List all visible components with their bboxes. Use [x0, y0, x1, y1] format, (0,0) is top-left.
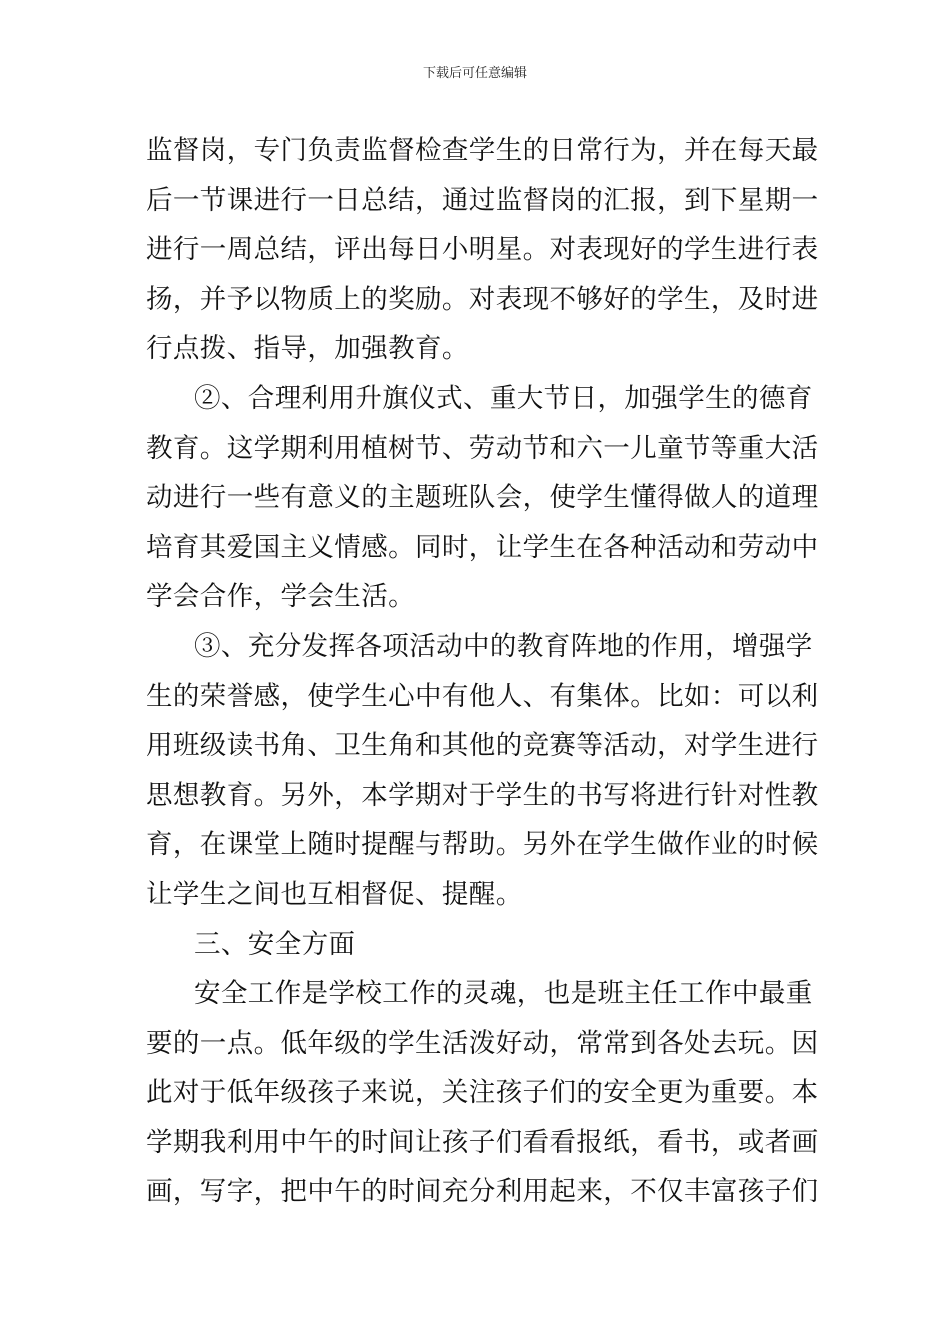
- text-line: 教育。这学期利用植树节、劳动节和六一儿童节等重大活: [146, 432, 819, 464]
- page-header: 下载后可任意编辑: [422, 66, 527, 81]
- text-line: ②、合理利用升旗仪式、重大节日，加强学生的德育: [194, 382, 813, 414]
- text-line: 要的一点。低年级的学生活泼好动，常常到各处去玩。因: [146, 1027, 819, 1059]
- text-line: 此对于低年级孩子来说，关注孩子们的安全更为重要。本: [146, 1077, 819, 1109]
- section-heading: 三、安全方面: [194, 928, 356, 960]
- text-line: 用班级读书角、卫生角和其他的竞赛等活动，对学生进行: [146, 730, 819, 762]
- paragraph-monitor-post: [146, 126, 819, 374]
- text-line: 让学生之间也互相督促、提醒。: [146, 878, 523, 910]
- text-line: 后一节课进行一日总结，通过监督岗的汇报，到下星期一: [146, 184, 819, 216]
- text-line: 思想教育。另外，本学期对于学生的书写将进行针对性教: [146, 779, 819, 811]
- text-line: 育，在课堂上随时提醒与帮助。另外在学生做作业的时候: [146, 829, 819, 861]
- text-line: 监督岗，专门负责监督检查学生的日常行为，并在每天最: [146, 135, 819, 166]
- paragraph-flag-ceremony: [146, 374, 819, 622]
- text-line: 扬，并予以物质上的奖励。对表现不够好的学生，及时进: [146, 283, 819, 315]
- text-line: 进行一周总结，评出每日小明星。对表现好的学生进行表: [146, 234, 819, 266]
- text-line: 安全工作是学校工作的灵魂，也是班主任工作中最重: [194, 978, 813, 1010]
- text-line: 行点拨、指导，加强教育。: [146, 333, 469, 365]
- text-line: ③、充分发挥各项活动中的教育阵地的作用，增强学: [194, 630, 813, 662]
- paragraph-activities: [146, 622, 819, 920]
- text-line: 画，写字，把中午的时间充分利用起来，不仅丰富孩子们: [146, 1176, 819, 1208]
- text-line: 学会合作，学会生活。: [146, 581, 415, 613]
- section-heading-safety: [146, 920, 808, 970]
- text-line: 培育其爱国主义情感。同时，让学生在各种活动和劳动中: [146, 531, 819, 563]
- document-body: [146, 126, 819, 1217]
- text-line: 学期我利用中午的时间让孩子们看看报纸，看书，或者画: [146, 1126, 819, 1158]
- paragraph-safety: [146, 969, 819, 1217]
- text-line: 生的荣誉感，使学生心中有他人、有集体。比如：可以利: [146, 680, 819, 712]
- text-line: 动进行一些有意义的主题班队会，使学生懂得做人的道理: [146, 482, 819, 514]
